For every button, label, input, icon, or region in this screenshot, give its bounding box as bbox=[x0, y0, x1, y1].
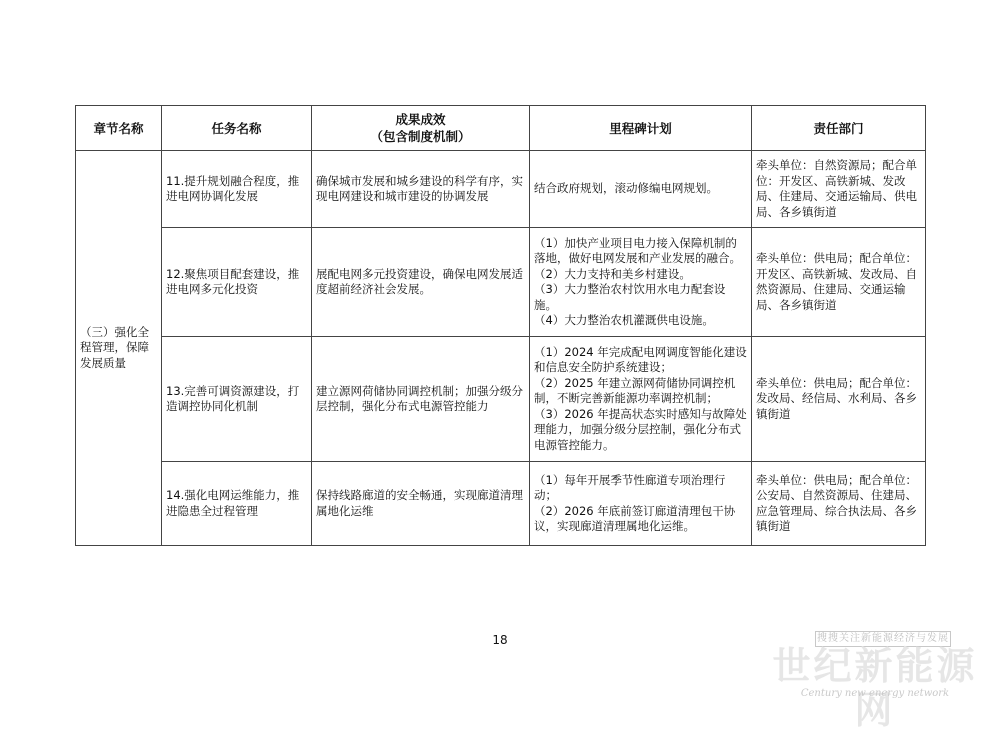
milestone-cell bbox=[530, 337, 752, 462]
task-cell: 11.提升规划融合程度，推进电网协调化发展 bbox=[162, 151, 312, 228]
outcome-cell: 展配电网多元投资建设，确保电网发展适度超前经济社会发展。 bbox=[312, 228, 530, 337]
milestone-item: （2）2026 年底前签订廊道清理包干协议，实现廊道清理属地化运维。 bbox=[534, 503, 736, 533]
milestone-item: 结合政府规划，滚动修编电网规划。 bbox=[534, 181, 718, 196]
milestone-item: （3）2026 年提高状态实时感知与故障处理能力，加强分级分层控制，强化分布式电源管控能力。 bbox=[534, 406, 747, 452]
task-cell: 13.完善可调资源建设，打造调控协同化机制 bbox=[162, 337, 312, 462]
header-chapter: 章节名称 bbox=[76, 106, 162, 151]
table-row bbox=[76, 151, 926, 228]
table-row bbox=[76, 337, 926, 462]
section-cell: （三）强化全程管理，保障发展质量 bbox=[76, 151, 162, 546]
outcome-cell: 保持线路廊道的安全畅通，实现廊道清理属地化运维 bbox=[312, 462, 530, 546]
milestone-cell bbox=[530, 151, 752, 228]
page-number: 18 bbox=[492, 633, 508, 647]
task-plan-table bbox=[75, 105, 926, 546]
milestone-cell bbox=[530, 462, 752, 546]
table-row bbox=[76, 228, 926, 337]
outcome-cell: 建立源网荷储协同调控机制；加强分级分层控制，强化分布式电源管控能力 bbox=[312, 337, 530, 462]
watermark-slogan: 搜搜关注新能源经济与发展 bbox=[815, 631, 951, 647]
milestone-item: （2）2025 年建立源网荷储协同调控机制，不断完善新能源功率调控机制； bbox=[534, 375, 736, 406]
milestone-item: （1）加快产业项目电力接入保障机制的落地，做好电网发展和产业发展的融合。 bbox=[534, 235, 741, 265]
header-outcome-line1: 成果成效 bbox=[395, 112, 446, 127]
task-cell: 12.聚焦项目配套建设，推进电网多元化投资 bbox=[162, 228, 312, 337]
header-task: 任务名称 bbox=[162, 106, 312, 151]
milestone-item: （4）大力整治农机灌溉供电设施。 bbox=[534, 313, 714, 327]
milestone-item: （1）2024 年完成配电网调度智能化建设和信息安全防护系统建设； bbox=[534, 344, 747, 375]
watermark-logo: 世纪新能源网 bbox=[772, 643, 978, 732]
outcome-cell: 确保城市发展和城乡建设的科学有序，实现电网建设和城市建设的协调发展 bbox=[312, 151, 530, 228]
department-cell: 牵头单位：供电局；配合单位：开发区、高铁新城、发改局、自然资源局、住建局、交通运输局、各乡镇街道 bbox=[752, 228, 926, 337]
header-outcome-line2: （包含制度机制） bbox=[370, 129, 471, 144]
table-header-row bbox=[76, 106, 926, 151]
header-milestone: 里程碑计划 bbox=[530, 106, 752, 151]
table-row bbox=[76, 462, 926, 546]
task-cell: 14.强化电网运维能力，推进隐患全过程管理 bbox=[162, 462, 312, 546]
milestone-item: （2）大力支持和美乡村建设。 bbox=[534, 266, 691, 281]
milestone-item: （1）每年开展季节性廊道专项治理行动； bbox=[534, 472, 726, 502]
milestone-cell bbox=[530, 228, 752, 337]
department-cell: 牵头单位：自然资源局；配合单位：开发区、高铁新城、发改局、住建局、交通运输局、供电局、各乡镇街道 bbox=[752, 151, 926, 228]
header-department: 责任部门 bbox=[752, 106, 926, 151]
watermark-subtitle: Century new energy network bbox=[800, 688, 950, 699]
milestone-item: （3）大力整治农村饮用水电力配套设施。 bbox=[534, 282, 726, 312]
department-cell: 牵头单位：供电局；配合单位：发改局、经信局、水利局、各乡镇街道 bbox=[752, 337, 926, 462]
department-cell: 牵头单位：供电局；配合单位：公安局、自然资源局、住建局、应急管理局、综合执法局、各乡镇街道 bbox=[752, 462, 926, 546]
header-outcome bbox=[312, 106, 530, 151]
